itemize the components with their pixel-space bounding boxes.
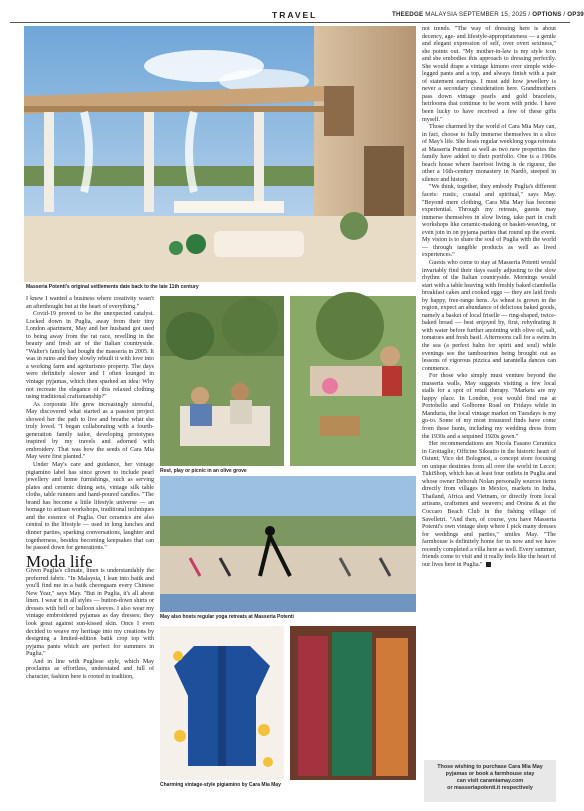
pyjamas-caption: Charming vintage-style pigiamino by Cara Mia May (160, 782, 281, 788)
yoga-image (160, 476, 416, 612)
masthead-brand: THEEDGE (392, 11, 424, 18)
options-label: OPTIONS (532, 11, 562, 18)
paragraph (422, 441, 556, 569)
paragraph: For those who simply must venture beyond the masseria walls, May suggests visiting a few local stalls for a spot of retail therapy. "Markets are my happy place. In London, you would find me at Portobello and Golborne Road on Fridays while in Manduria, the local vintage market on Tuesdays is my go-to. Some of my most treasured finds have come from these hunts, including my wedding dress from the 1930s and a sequined 1920s gown." (422, 373, 556, 440)
end-mark-icon (486, 562, 491, 567)
paragraph: I knew I wanted a business where creativity wasn't an afterthought but at the heart of everything." (26, 296, 154, 310)
picnic-image-left (160, 296, 284, 466)
paragraph-text: Her recommendations are Nicola Fasano Ceramics in Grottaglie; Officine Sikeatio in the historic heart of Ostuni; Vico dei Bolognesi, a concept store focusing on unique destinies from all over the world in Lecce; TukiShop, which has at least four outlets in Puglia and whose owner Deborah Nolan personally sources items directly from villages in Mexico, markets in India, Thailand, Africa and Vietnam, or directly from local artisans, craftsmen and weavers; and Orsina & at the Coccaro Beach Club in the fishing village of Savelletri. "And then, of course, you have Masseria Potenti's own vintage shop where I pick many dresses for weddings and parties," smiles May. "The farmhouse is definitely home for us now and we have recently completed a villa here as well. Every summer, friends come to visit and it really feels like the heart of our lives here in Puglia." (422, 441, 556, 568)
subheading: Moda life (26, 551, 93, 571)
robes-image (290, 626, 416, 780)
yoga-illustration (160, 476, 416, 612)
pyjamas-image (160, 626, 284, 780)
promo-link[interactable]: or masseriapotenti.it respectively (447, 785, 533, 791)
picnic-left-illustration (160, 296, 284, 466)
page-number: OP39 (567, 11, 584, 18)
column-right (422, 26, 556, 756)
issue-date: SEPTEMBER 15, 2025 (458, 11, 527, 18)
paragraph: Those charmed by the world of Cara Mia May can, in fact, choose to fully immerse themselves in a slice of May's life. She hosts regular weeklong yoga retreats at Masseria Potenti as well as two new properties the family have added to their portfolio. One is a 1960s beach house where barefoot living is de rigueur, the other a 16th-century monastery in Nardò, steeped in silence and history. (422, 124, 556, 183)
header-rule (10, 22, 570, 23)
picnic-right-illustration (290, 296, 416, 466)
masthead-country: MALAYSIA (425, 11, 457, 18)
hero-image (24, 26, 416, 282)
masthead-info: THEEDGE MALAYSIA SEPTEMBER 15, 2025 / OPTIONS / OP39 (392, 11, 584, 18)
robes-illustration (290, 626, 416, 780)
column-left (26, 296, 154, 796)
hero-illustration (24, 26, 416, 282)
paragraph: not trends. "The way of dressing here is about decency, age- and lifestyle-appropriateness — a gentle and elegant expression of self, over overt sexiness," she points out. "My mother-in-law is my style icon and she embodies this approach to dressing perfectly. She would drape a vintage kimono over simple wide-legged pants and a top, and always finish with a pair of statement earrings. I must add how jewellery is never a secondary consideration here. Grandmothers pass down vintage pearls and gold bracelets, heirlooms that continue to be worn with pride. I have been lucky to have received a few of these gifts myself." (422, 26, 556, 123)
picnic-caption: Rest, play or picnic in an olive grove (160, 468, 247, 474)
hero-caption: Masseria Potenti's original settlements date back to the late 11th century (26, 284, 199, 290)
paragraph: Under May's care and guidance, her vintage pigiamino label has since grown to include pearl jewellery and home furnishings, such as serving plates and ceramic dining sets, vintage silk table cloths, table runners and hand-poured candles. "The brand has become a little lifestyle universe — an homage to artisan workshops, traditional techniques and the essence of Puglia. Our ceramics are also central to the lifestyle — used in long lunches and dinner parties, sparking conversations, laughter and togetherness, besides becoming keepsakes that can be passed down for generations." (26, 462, 154, 552)
pyjamas-illustration (160, 626, 284, 780)
paragraph: And in line with Pugliese style, which May proclaims as effortless, understated and full of character, fashion here is rooted in tradition, (26, 658, 154, 680)
promo-line: pyjamas or book a farmhouse stay (445, 771, 535, 777)
paragraph: "We think, together, they embody Puglia's different facets: rustic, coastal and spiritual," says May. "Beyond mere clothing, Cara Mia May has become experiential. Through my retreats, guests may immerse themselves in slow living, take part in craft workshops like ceramic-making or basket-weaving, or even join in on pyjama parties that round up the event. My vision is to share the soul of Puglia with the world — through tangible products as well as lived experiences." (422, 184, 556, 259)
section-label: TRAVEL (272, 10, 318, 20)
paragraph: As corporate life grew increasingly stressful, May discovered what started as a passion project showed her the path to live and breathe what she truly loved. "I began collaborating with a fourth-generation family tailor, developing prototypes inspired by my travels and adorned with embroidery. That was how the seeds of Cara Mia May were first planted." (26, 401, 154, 461)
yoga-caption: May also hosts regular yoga retreats at Masseria Potenti (160, 614, 294, 620)
promo-link[interactable]: can visit caramiamay.com (456, 778, 524, 784)
picnic-image-right (290, 296, 416, 466)
promo-line: Those wishing to purchase Cara Mia May (437, 764, 543, 770)
paragraph: Covid-19 proved to be the unexpected catalyst. Locked down in Puglia, away from their tiny London apartment, May and her husband got used to being away from the rat race, revelling in the beauty and fresh air of the Italian countryside. "Walter's family had bought the masseria in 2005. It was in ruins and they slowly rebuilt it with love into a working farm and agriturismo property. The days were definitely slower and I often lounged in vintage pyjamas, which then sparked an idea: Why not recreate the elegance of this relaxed clothing using traditional craftsmanship?" (26, 311, 154, 401)
paragraph: Guests who come to stay at Masseria Potenti would invariably find their days easily adjusting to the slow rhythm of the Italian countryside. Mornings would start with a table heaving with freshly baked ciambella breakfast cakes and cooked eggs — they are laid fresh by happy, free-range hens. As wheat is grown in the region, expect an abundance of delicious baked goods, namely a basket of local friselle — ring-shaped, twice-baked bread — best enjoyed by, first, rehydrating it with water before further anointing with olive oil, salt, tomatoes and fresh basil. Afternoons call for a swim in the sea (a perfect balm for spirit and soul) while evenings see the tambourines being brought out as lessons of vigorous pizzica and tarantella dances can commence. (422, 259, 556, 372)
promo-box (424, 760, 556, 802)
paragraph: Given Puglia's climate, linen is understandably the preferred fabric. "In Malaysia, I lean into batik and you'll find me in a batik cheongsam every Chinese New Year," says May. "But in Puglia, it's all about linen. I wear it in all styles — button-down shirts or dresses with bell or balloon sleeves. I also wear my vintage embroidered pyjamas as day dresses; they look great against sun-kissed skin. Once I even decided to weave my heritage into my creations by designing a limited-edition batik crop top with pyjama pants which are perfect for summers in Puglia." (26, 568, 154, 658)
